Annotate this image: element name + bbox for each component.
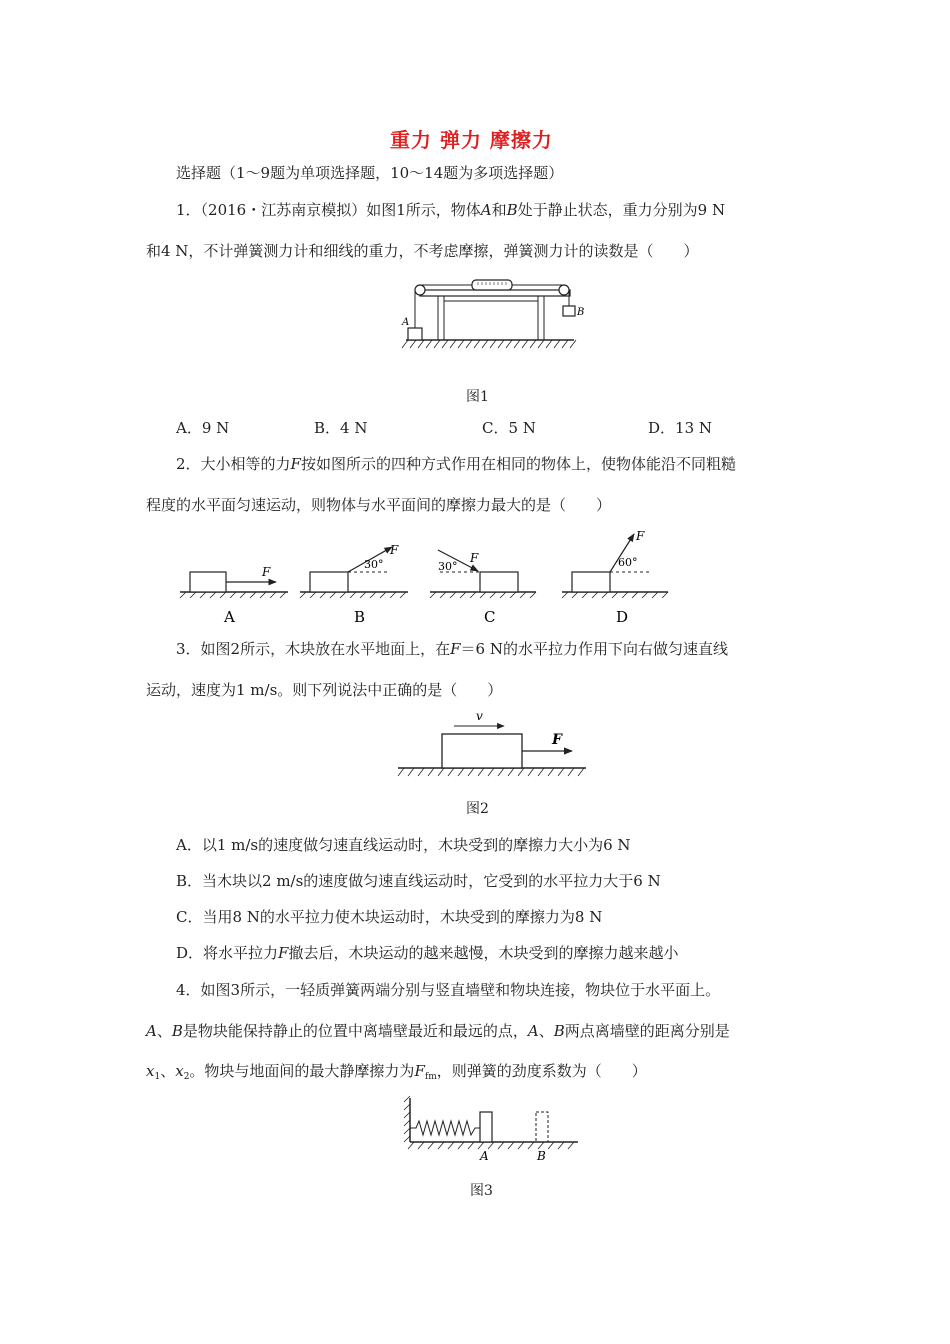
fig1-label-a: A — [402, 317, 410, 328]
figure-3-spring-wall — [402, 1094, 584, 1166]
figure-1-spring-scale — [398, 274, 585, 352]
fig-label-a: A — [224, 608, 235, 626]
figure-2-caption: 图2 — [466, 801, 489, 817]
fig-label-b: B — [354, 608, 366, 626]
figure-option-a — [180, 565, 288, 626]
fig1-label-b: B — [577, 307, 585, 318]
fig-a-force-label: F — [262, 565, 271, 579]
figure-3-caption: 图3 — [470, 1183, 493, 1199]
figure-option-c — [430, 550, 536, 626]
fig3-label-b: B — [537, 1149, 546, 1163]
q3-option-c: C．当用8 N的水平拉力使木块运动时，木块受到的摩擦力为8 N — [176, 908, 603, 926]
q1-line1: 1．（2016・江苏南京模拟）如图1所示，物体A和B处于静止状态，重力分别为9 N — [176, 201, 726, 219]
q1-line2: 和4 N，不计弹簧测力计和细线的重力，不考虑摩擦，弹簧测力计的读数是（ ） — [146, 242, 699, 260]
q3-option-b: B．当木块以2 m/s的速度做匀速直线运动时，它受到的水平拉力大于6 N — [176, 872, 661, 890]
q3-line1: 3．如图2所示，木块放在水平地面上，在F＝6 N的水平拉力作用下向右做匀速直线 — [176, 640, 728, 658]
fig2-force-label: F — [552, 732, 562, 748]
fig-label-d: D — [616, 608, 629, 626]
fig-d-angle: 60° — [618, 556, 638, 569]
fig-d-force-label: F — [636, 529, 645, 543]
q3-option-d: D．将水平拉力F撤去后，木块运动的越来越慢，木块受到的摩擦力越来越小 — [176, 944, 679, 962]
q4-line2: A、B是物块能保持静止的位置中离墙壁最近和最远的点，A、B两点离墙壁的距离分别是 — [146, 1022, 730, 1040]
q1-option-b: B．4 N — [314, 419, 368, 437]
q1-option-c: C．5 N — [482, 419, 536, 437]
figure-q2-force-methods — [176, 530, 716, 630]
page-title: 重力 弹力 摩擦力 — [390, 128, 553, 152]
q1-option-a: A．9 N — [176, 419, 230, 437]
q2-line1: 2．大小相等的力F按如图所示的四种方式作用在相同的物体上，使物体能沿不同粗糙 — [176, 455, 736, 473]
fig3-label-a: A — [480, 1149, 489, 1163]
q3-option-a: A．以1 m/s的速度做匀速直线运动时，木块受到的摩擦力大小为6 N — [176, 836, 631, 854]
section-header: 选择题（1～9题为单项选择题，10～14题为多项选择题） — [176, 164, 564, 182]
fig-b-force-label: F — [390, 543, 399, 557]
figure-1-caption: 图1 — [466, 389, 489, 405]
fig-c-angle: 30° — [438, 560, 458, 573]
q4-line1: 4．如图3所示，一轻质弹簧两端分别与竖直墙壁和物块连接，物块位于水平面上。 — [176, 981, 721, 999]
fig2-velocity-label: v — [476, 709, 483, 723]
fig-c-force-label: F — [470, 551, 479, 565]
figure-option-d — [562, 529, 668, 626]
figure-option-b — [300, 543, 408, 626]
fig-label-c: C — [484, 608, 496, 626]
fig-b-angle: 30° — [364, 558, 384, 571]
q1-option-d: D．13 N — [648, 419, 713, 437]
q4-line3: $x_1$、$x_2$。物块与地面间的最大静摩擦力为$F_{fm}$，则弹簧的劲度系数为（ ） — [146, 1062, 647, 1082]
q2-line2: 程度的水平面匀速运动，则物体与水平面间的摩擦力最大的是（ ） — [146, 496, 612, 514]
q3-line2: 运动，速度为1 m/s。则下列说法中正确的是（ ） — [146, 681, 503, 699]
figure-2-block — [396, 708, 590, 788]
